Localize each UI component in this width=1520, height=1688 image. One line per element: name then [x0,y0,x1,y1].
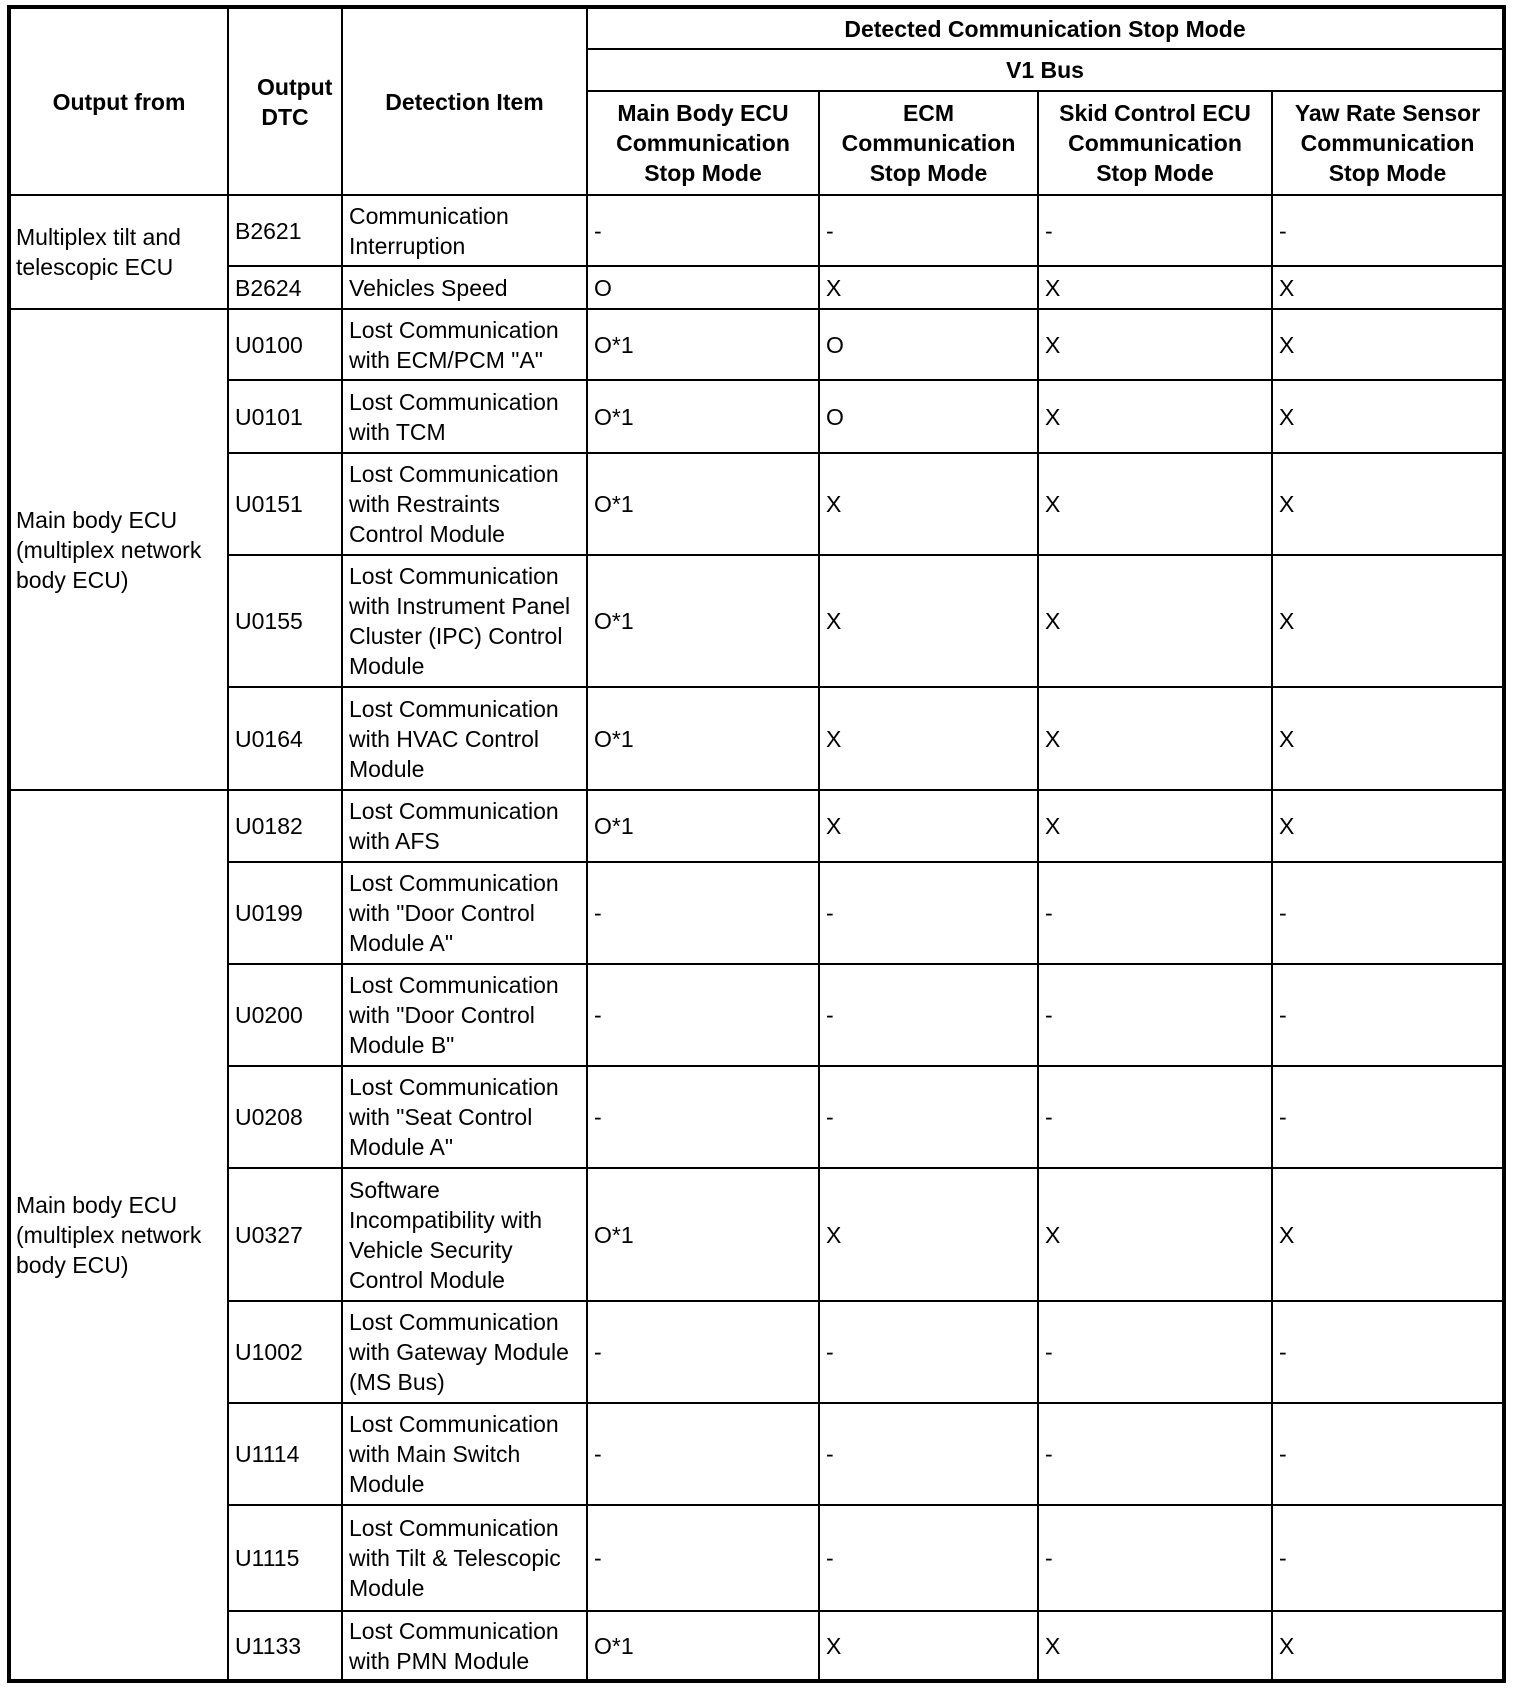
skid-control-ecu-mode-cell: - [1038,1403,1272,1505]
output-from-cell: Main body ECU (multiplex network body ECU) [9,790,228,1681]
dtc-cell: B2621 [228,195,342,266]
header-main-body-ecu: Main Body ECU Communication Stop Mode [587,91,819,195]
yaw-rate-sensor-mode-cell: - [1272,1505,1504,1611]
main-body-ecu-mode-cell: - [587,964,819,1066]
table-row [9,1403,1504,1505]
ecm-mode-cell: X [819,1611,1038,1681]
detection-item-cell: Communication Interruption [342,195,587,266]
ecm-mode-cell: O [819,380,1038,453]
header-detection-item: Detection Item [342,7,587,195]
dtc-cell: U0164 [228,687,342,790]
ecm-mode-cell: X [819,555,1038,687]
dtc-cell: B2624 [228,266,342,309]
header-ecm: ECM Communication Stop Mode [819,91,1038,195]
detection-item-cell: Lost Communication with "Door Control Module B" [342,964,587,1066]
main-body-ecu-mode-cell: - [587,1403,819,1505]
table-row [9,555,1504,687]
table-row [9,964,1504,1066]
skid-control-ecu-mode-cell: X [1038,1168,1272,1301]
skid-control-ecu-mode-cell: X [1038,687,1272,790]
table-row [9,1066,1504,1168]
table-row [9,1505,1504,1611]
skid-control-ecu-mode-cell: X [1038,380,1272,453]
skid-control-ecu-mode-cell: - [1038,964,1272,1066]
detection-item-cell: Lost Communication with "Door Control Module A" [342,862,587,964]
ecm-mode-cell: - [819,1505,1038,1611]
dtc-cell: U0327 [228,1168,342,1301]
ecm-mode-cell: - [819,862,1038,964]
main-body-ecu-mode-cell: O [587,266,819,309]
table-row [9,1611,1504,1681]
main-body-ecu-mode-cell: O*1 [587,555,819,687]
dtc-cell: U1115 [228,1505,342,1611]
ecm-mode-cell: - [819,1301,1038,1403]
table-row [9,195,1504,266]
skid-control-ecu-mode-cell: X [1038,453,1272,555]
header-yaw-rate-sensor: Yaw Rate Sensor Communication Stop Mode [1272,91,1504,195]
dtc-cell: U0151 [228,453,342,555]
detection-item-cell: Lost Communication with PMN Module [342,1611,587,1681]
main-body-ecu-mode-cell: - [587,862,819,964]
skid-control-ecu-mode-cell: X [1038,266,1272,309]
yaw-rate-sensor-mode-cell: X [1272,687,1504,790]
ecm-mode-cell: - [819,1403,1038,1505]
table-row [9,309,1504,380]
yaw-rate-sensor-mode-cell: X [1272,1611,1504,1681]
table-row [9,790,1504,862]
main-body-ecu-mode-cell: - [587,1301,819,1403]
dtc-cell: U0200 [228,964,342,1066]
dtc-cell: U1114 [228,1403,342,1505]
table-row [9,862,1504,964]
skid-control-ecu-mode-cell: X [1038,790,1272,862]
detection-item-cell: Lost Communication with AFS [342,790,587,862]
ecm-mode-cell: X [819,790,1038,862]
header-output-from: Output from [9,7,228,195]
main-body-ecu-mode-cell: - [587,1505,819,1611]
detection-item-cell: Lost Communication with TCM [342,380,587,453]
main-body-ecu-mode-cell: O*1 [587,380,819,453]
yaw-rate-sensor-mode-cell: - [1272,195,1504,266]
ecm-mode-cell: - [819,964,1038,1066]
ecm-mode-cell: O [819,309,1038,380]
yaw-rate-sensor-mode-cell: X [1272,309,1504,380]
yaw-rate-sensor-mode-cell: X [1272,1168,1504,1301]
ecm-mode-cell: - [819,195,1038,266]
output-from-cell: Multiplex tilt and telescopic ECU [9,195,228,309]
ecm-mode-cell: X [819,266,1038,309]
skid-control-ecu-mode-cell: - [1038,1066,1272,1168]
detection-item-cell: Vehicles Speed [342,266,587,309]
table-row [9,453,1504,555]
skid-control-ecu-mode-cell: - [1038,1301,1272,1403]
header-bus: V1 Bus [587,49,1504,91]
detection-item-cell: Lost Communication with Tilt & Telescopic Module [342,1505,587,1611]
yaw-rate-sensor-mode-cell: - [1272,1301,1504,1403]
yaw-rate-sensor-mode-cell: X [1272,790,1504,862]
table-row [9,687,1504,790]
detection-item-cell: Lost Communication with Instrument Panel Cluster (IPC) Control Module [342,555,587,687]
skid-control-ecu-mode-cell: - [1038,195,1272,266]
main-body-ecu-mode-cell: - [587,1066,819,1168]
header-detected-mode: Detected Communication Stop Mode [587,7,1504,49]
detection-item-cell: Lost Communication with Main Switch Module [342,1403,587,1505]
ecm-mode-cell: X [819,687,1038,790]
yaw-rate-sensor-mode-cell: X [1272,380,1504,453]
skid-control-ecu-mode-cell: - [1038,862,1272,964]
yaw-rate-sensor-mode-cell: - [1272,1403,1504,1505]
table-row [9,1168,1504,1301]
dtc-cell: U0101 [228,380,342,453]
yaw-rate-sensor-mode-cell: - [1272,1066,1504,1168]
dtc-cell: U0199 [228,862,342,964]
main-body-ecu-mode-cell: O*1 [587,790,819,862]
header-output-dtc: Output DTC [228,7,342,195]
dtc-cell: U0208 [228,1066,342,1168]
table-row [9,266,1504,309]
ecm-mode-cell: - [819,1066,1038,1168]
main-body-ecu-mode-cell: - [587,195,819,266]
dtc-cell: U0100 [228,309,342,380]
dtc-cell: U0155 [228,555,342,687]
skid-control-ecu-mode-cell: X [1038,309,1272,380]
main-body-ecu-mode-cell: O*1 [587,1168,819,1301]
table-row [9,380,1504,453]
dtc-cell: U1133 [228,1611,342,1681]
detection-item-cell: Software Incompatibility with Vehicle Security Control Module [342,1168,587,1301]
table-row [9,1301,1504,1403]
dtc-cell: U1002 [228,1301,342,1403]
yaw-rate-sensor-mode-cell: - [1272,964,1504,1066]
skid-control-ecu-mode-cell: X [1038,555,1272,687]
detection-item-cell: Lost Communication with Gateway Module (MS Bus) [342,1301,587,1403]
detection-item-cell: Lost Communication with "Seat Control Module A" [342,1066,587,1168]
detection-item-cell: Lost Communication with Restraints Control Module [342,453,587,555]
table-body [9,195,1504,1681]
main-body-ecu-mode-cell: O*1 [587,309,819,380]
yaw-rate-sensor-mode-cell: X [1272,266,1504,309]
yaw-rate-sensor-mode-cell: X [1272,555,1504,687]
yaw-rate-sensor-mode-cell: X [1272,453,1504,555]
detection-item-cell: Lost Communication with ECM/PCM "A" [342,309,587,380]
dtc-cell: U0182 [228,790,342,862]
yaw-rate-sensor-mode-cell: - [1272,862,1504,964]
main-body-ecu-mode-cell: O*1 [587,687,819,790]
skid-control-ecu-mode-cell: X [1038,1611,1272,1681]
dtc-communication-stop-mode-table [7,5,1506,1683]
ecm-mode-cell: X [819,453,1038,555]
header-skid-control-ecu: Skid Control ECU Communication Stop Mode [1038,91,1272,195]
ecm-mode-cell: X [819,1168,1038,1301]
output-from-cell: Main body ECU (multiplex network body ECU) [9,309,228,790]
detection-item-cell: Lost Communication with HVAC Control Module [342,687,587,790]
main-body-ecu-mode-cell: O*1 [587,1611,819,1681]
skid-control-ecu-mode-cell: - [1038,1505,1272,1611]
main-body-ecu-mode-cell: O*1 [587,453,819,555]
